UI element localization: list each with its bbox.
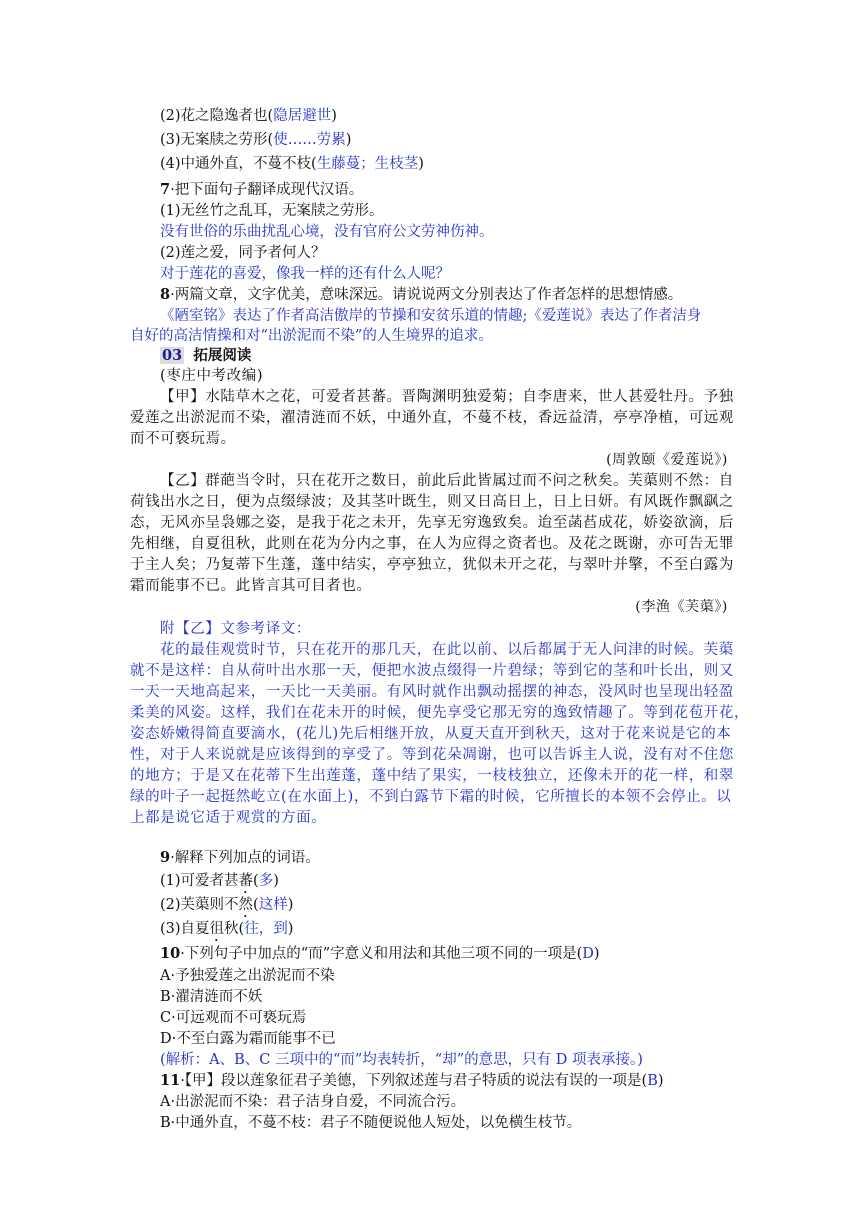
vocab-answer: 隐居避世 xyxy=(273,108,332,124)
q7-answer-2: 对于莲花的喜爱，像我一样的还有什么人呢？ xyxy=(160,266,450,282)
translation-line: 花的最佳观赏时节，只在花开的那几天，在此以前、以后都属于无人问津的时候。芙蕖 xyxy=(160,642,734,658)
translation-line: 的地方；于是又在花蒂下生出莲蓬，蓬中结了果实，一枝枝独立，还像未开的花一样，和翠 xyxy=(130,768,734,784)
vocab-answer: 使……劳累 xyxy=(273,132,346,148)
passage-jia-line: 而不可亵玩焉。 xyxy=(130,431,236,447)
passage-yi-attribution: (李渔《芙蕖》) xyxy=(635,599,728,615)
translation-line: 姿态娇嫩得简直要滴水，(花儿)先后相继开放，从夏天直开到秋天，这对于花来说是它的本 xyxy=(130,726,732,742)
passage-jia-attribution: (周敦颐《爱莲说》) xyxy=(606,452,728,468)
q9-item-3: (3)自夏徂秋(往，到) xyxy=(160,921,294,937)
passage-yi-line: 于主人矣；乃复蒂下生蓬，蓬中结实，亭亭独立，犹似未开之花，与翠叶并擎，不至白露为 xyxy=(130,557,734,573)
q10-option-b: B·濯清涟而不妖 xyxy=(160,989,263,1005)
question-10: 10·下列句子中加点的“而”字意义和用法和其他三项不同的一项是(D) xyxy=(160,945,600,962)
q10-option-a: A·予独爱莲之出淤泥而不染 xyxy=(160,968,335,984)
translation-line: 柔美的风姿。这样，我们在花未开的时候，便先享受它那无穷的逸致情趣了。等到花苞开花， xyxy=(130,705,750,721)
section-header xyxy=(160,346,251,366)
q9-item-1: (1)可爱者甚蕃(多) xyxy=(160,873,279,889)
section-number: 03 xyxy=(162,347,183,364)
translation-line: 性，对于人来说就是应该得到的享受了。等到花朵凋谢，也可以告诉主人说，没有对不住您 xyxy=(130,747,734,763)
question-11: 11·【甲】段以莲象征君子美德，下列叙述莲与君子特质的说法有误的一项是(B) xyxy=(160,1072,664,1089)
passage-yi-line: 霜而能事不已。此皆言其可目者也。 xyxy=(130,578,372,594)
translation-heading: 附【乙】文参考译文： xyxy=(160,621,311,637)
question-7: 7·把下面句子翻译成现代汉语。 xyxy=(160,181,364,198)
q10-answer: D xyxy=(582,946,594,962)
passage-yi-line: 态，无风亦呈袅娜之姿，是我于花之未开，先享无穷逸致矣。迨至菡萏成花，娇姿欲滴，后 xyxy=(130,515,734,531)
translation-line: 一天一天地高起来，一天比一天美丽。有风时就作出飘动摇摆的神态，没风时也呈现出轻盈 xyxy=(130,684,734,700)
passage-yi-line: 荷钱出水之日，便为点缀绿波；及其茎叶既生，则又日高日上，日上日妍。有风既作飘飖之 xyxy=(130,494,734,510)
q11-option-a: A·出淤泥而不染：君子洁身自爱，不同流合污。 xyxy=(160,1094,466,1110)
q10-analysis: (解析：A、B、C 三项中的“而”均表转折，“却”的意思，只有 D 项表承接。) xyxy=(160,1052,643,1068)
translation-line: 就不是这样：自从荷叶出水那一天，便把水波点缀得一片碧绿；等到它的茎和叶长出，则又 xyxy=(130,663,734,679)
q8-answer-line-2: 自好的高洁情操和对“出淤泥而不染”的人生境界的追求。 xyxy=(130,328,493,344)
question-8: 8·两篇文章，文字优美，意味深远。请说说两文分别表达了作者怎样的思想情感。 xyxy=(160,286,683,303)
translation-line: 绿的叶子一起挺然屹立(在水面上)，不到白露节下霜的时候，它所擅长的本领不会停止。以 xyxy=(130,789,732,805)
vocab-item-4: (4)中通外直，不蔓不枝(生藤蔓；生枝茎) xyxy=(160,156,424,172)
q7-source-2: (2)莲之爱，同予者何人？ xyxy=(160,245,326,261)
section-source: (枣庄中考改编) xyxy=(160,368,264,384)
q7-answer-1: 没有世俗的乐曲扰乱心境，没有官府公文劳神伤神。 xyxy=(160,224,494,240)
vocab-item-3: (3)无案牍之劳形(使……劳累) xyxy=(160,132,352,148)
question-9: 9·解释下列加点的词语。 xyxy=(160,849,320,866)
q11-answer: B xyxy=(647,1073,658,1089)
passage-jia-line: 爱莲之出淤泥而不染，濯清涟而不妖，中通外直，不蔓不枝，香远益清，亭亭净植，可远观 xyxy=(130,410,734,426)
passage-yi-line: 【乙】群葩当令时，只在花开之数日，前此后此皆属过而不问之秋矣。芙蕖则不然：自 xyxy=(160,473,734,489)
translation-line: 上都是说它适于观赏的方面。 xyxy=(130,810,327,826)
q9-item-2: (2)芙蕖则不然(这样) xyxy=(160,897,294,913)
passage-yi-line: 先相继，自夏徂秋，此则在花为分内之事，在人为应得之资者也。及花之既谢，亦可告无罪 xyxy=(130,536,734,552)
vocab-answer: 生藤蔓；生枝茎 xyxy=(316,156,419,172)
q10-option-d: D·不至白露为霜而能事不已 xyxy=(160,1031,336,1047)
q7-source-1: (1)无丝竹之乱耳，无案牍之劳形。 xyxy=(160,203,384,219)
passage-jia-line: 【甲】水陆草木之花，可爱者甚蕃。晋陶渊明独爱菊；自李唐来，世人甚爱牡丹。予独 xyxy=(160,389,734,405)
vocab-item-2: (2)花之隐逸者也(隐居避世) xyxy=(160,108,337,124)
q11-option-b: B·中通外直，不蔓不枝：君子不随便说他人短处，以免横生枝节。 xyxy=(160,1115,582,1131)
section-title: 拓展阅读 xyxy=(193,347,252,364)
q8-answer-line-1: 《陋室铭》表达了作者高洁傲岸的节操和安贫乐道的情趣;《爱莲说》表达了作者洁身 xyxy=(160,308,702,324)
q10-option-c: C·可远观而不可亵玩焉 xyxy=(160,1010,307,1026)
